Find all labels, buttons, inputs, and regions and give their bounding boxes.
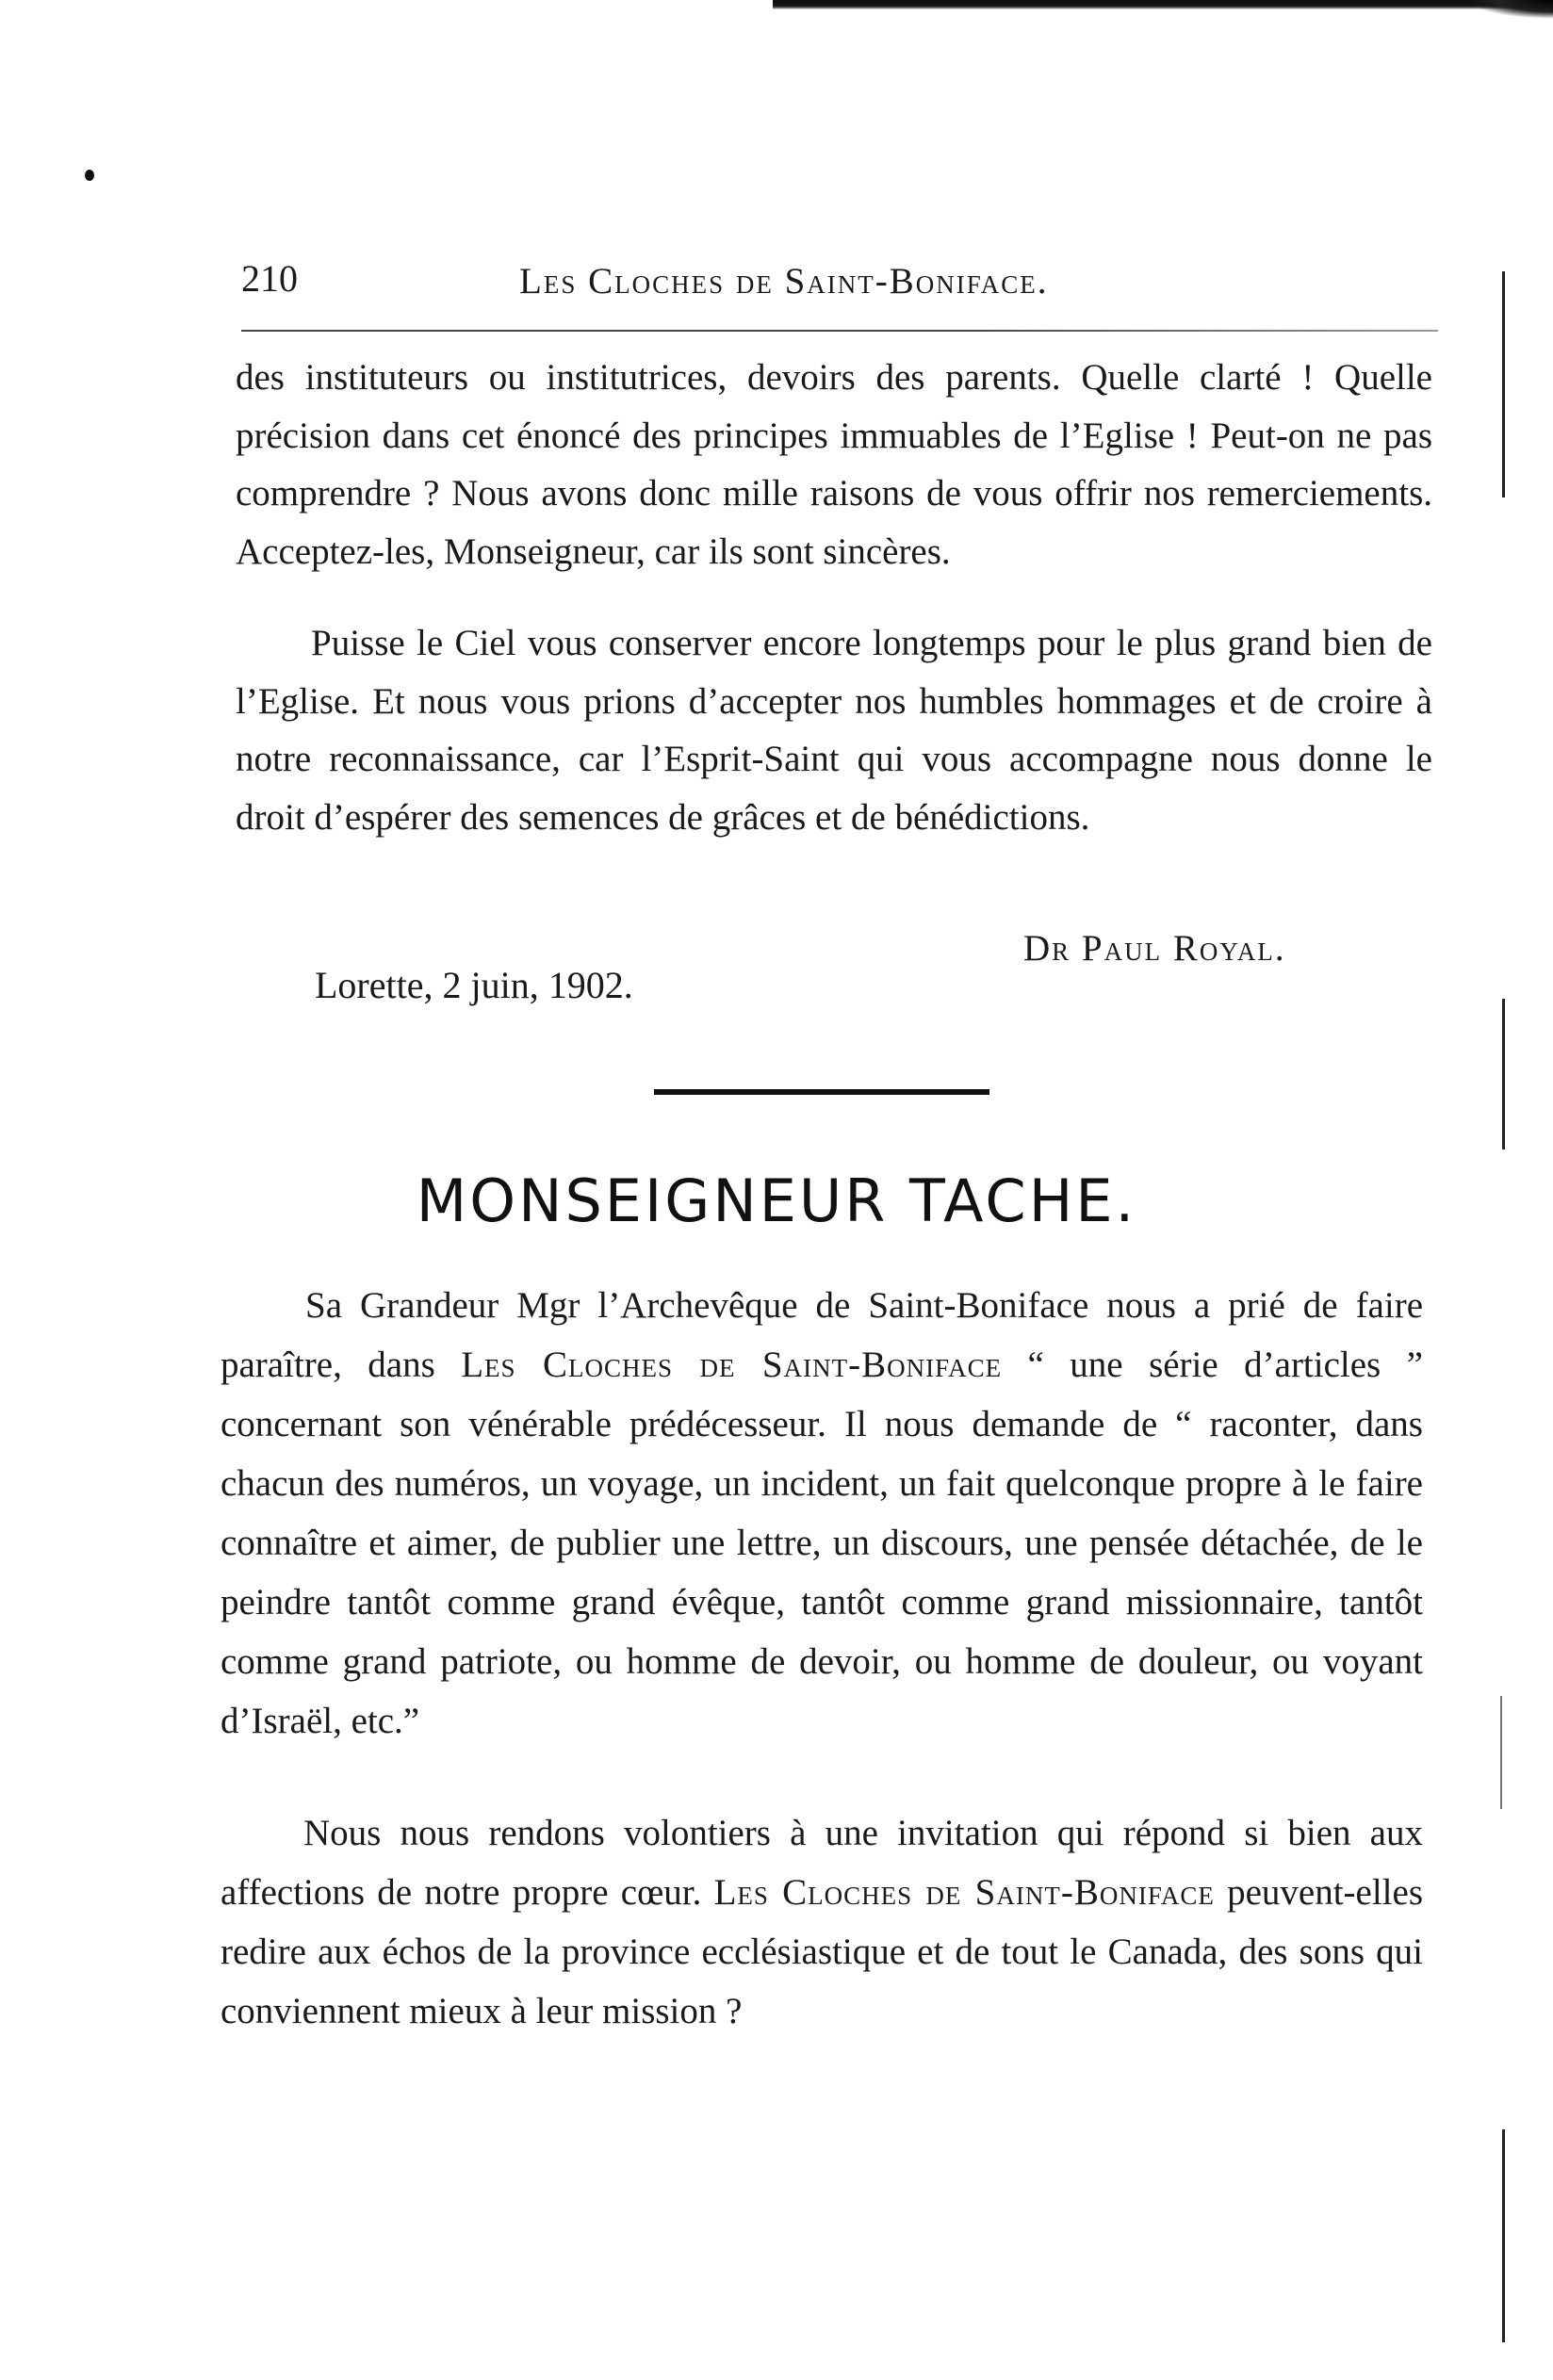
article-paragraph-2 (221, 1803, 1423, 2041)
running-head (241, 256, 1447, 303)
article-paragraph-2-text-a: Nous nous rendons volontiers à une invitation qui répond si bien aux affections de notre propre cœur. (221, 1813, 1423, 1913)
article-paragraph-1-text-a: Sa Grandeur Mgr l’Archevêque de Saint-Boniface nous a prié de faire paraître, dans (221, 1285, 1423, 1385)
section-divider (654, 1089, 989, 1095)
article-title: MONSEIGNEUR TACHE. (416, 1166, 1137, 1235)
signature: Dr Paul Royal. (1023, 928, 1286, 969)
scan-speck (85, 170, 94, 181)
scan-margin-line (1502, 999, 1505, 1149)
letter-paragraph-2: Puisse le Ciel vous conserver encore longtemps pour le plus grand bien de l’Eglise. Et nous vous prions d’accepter nos humbles hommages et de croire à notre reconnaissance, car l’Esprit-Saint qui vous accompagne nous donne le droit d’espérer des semences de grâces et de bénédictions. (236, 623, 1432, 838)
publication-name: Les Cloches de Saint-Boniface (713, 1872, 1215, 1913)
publication-name: Les Cloches de Saint-Boniface (461, 1345, 1003, 1385)
header-rule (241, 330, 1438, 332)
article-paragraph-2-text-b: peuvent-elles redire aux échos de la province ecclésiastique et de tout le Canada, des sons qui conviennent mieux à leur mission ? (221, 1872, 1424, 2031)
scan-margin-line (1502, 2129, 1505, 2342)
running-title: Les Cloches de Saint-Boniface. (519, 261, 1049, 302)
scan-margin-mark (1500, 1696, 1502, 1809)
scan-margin-line (1502, 271, 1505, 497)
scan-edge-top (773, 0, 1553, 9)
dateline: Lorette, 2 juin, 1902. (315, 964, 633, 1006)
article-paragraph-1-text-b: “ une série d’articles ” concernant son vénérable prédécesseur. Il nous demande de “ raconter, dans chacun des numéros, un voyage, un incident, un fait quelconque propre à le faire connaître et aimer, de publier une lettre, un discours, une pensée détachée, de le peindre tantôt comme grand évêque, tantôt comme grand missionnaire, tantôt comme grand patriote, ou homme de devoir, ou homme de douleur, ou voyant d’Israël, etc.” (221, 1345, 1423, 1741)
article-paragraph-1 (221, 1276, 1423, 1751)
page-number: 210 (241, 257, 298, 300)
letter-paragraph-1: des instituteurs ou institutrices, devoirs des parents. Quelle clarté ! Quelle précision dans cet énoncé des principes immuables de l’Eglise ! Peut-on ne pas comprendre ? Nous avons donc mille raisons de vous offrir nos remerciements. Acceptez-les, Monseigneur, car ils sont sincères. (236, 357, 1432, 572)
